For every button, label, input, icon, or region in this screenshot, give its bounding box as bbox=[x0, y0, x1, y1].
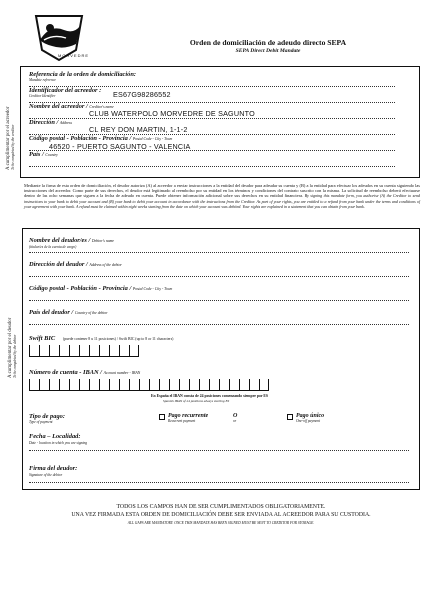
iban-cell[interactable] bbox=[129, 379, 139, 391]
creditor-name-label: Nombre del acreedor / Creditor's name bbox=[29, 103, 114, 110]
debtor-name-sublabel: (titular/es de la cuenta de cargo) bbox=[29, 245, 77, 249]
creditor-postal-label: Código postal - Población - Provincia / Postal Code - City - Town bbox=[29, 135, 173, 142]
swift-cell[interactable] bbox=[39, 345, 49, 357]
iban-label: Número de cuenta - IBAN / Account number - IBAN bbox=[29, 369, 141, 376]
side-label-debtor: A cumplimentar por el deudor To be completed by the debtor bbox=[8, 317, 17, 378]
creditor-country-field[interactable] bbox=[29, 151, 395, 167]
iban-cell[interactable] bbox=[29, 379, 39, 391]
iban-cell[interactable] bbox=[249, 379, 259, 391]
creditor-id-field[interactable] bbox=[29, 87, 395, 103]
debtor-name-label: Nombre del deudor/es / Debtor's name bbox=[29, 237, 115, 244]
debtor-signature-field[interactable] bbox=[29, 463, 409, 483]
creditor-id-label: Identificador del acreedor : bbox=[29, 87, 102, 94]
legal-text-en: By signing this mandate form, you authorise (A) the Creditor to send instructions to your bank to debit your account and (B) your bank to debit your account in accordance with the instructions from the Creditor. As part of your rights, you are entitled to a refund from your bank under the terms and conditions of your agreement with your bank. A refund must be claimed within eight weeks starting from the date on which your account was debited. Your rights are explained in a statement that you can obtain from your bank. bbox=[24, 193, 420, 209]
side-label-creditor: A cumplimentar por el acreedor To be completed by the creditor bbox=[6, 106, 15, 170]
date-location-label: Fecha – Localidad: bbox=[29, 433, 81, 440]
iban-cell[interactable] bbox=[149, 379, 159, 391]
iban-cell[interactable] bbox=[59, 379, 69, 391]
mandate-reference-field[interactable] bbox=[29, 71, 395, 87]
iban-cell[interactable] bbox=[209, 379, 219, 391]
iban-note-en: Spanish IBAN of 24 positions always starting ES bbox=[163, 399, 230, 403]
debtor-address-field[interactable] bbox=[29, 257, 409, 277]
mandate-reference-sublabel: Mandate reference bbox=[29, 78, 56, 82]
debtor-section bbox=[22, 228, 420, 490]
debtor-name-field[interactable] bbox=[29, 233, 409, 253]
debtor-signature-label: Firma del deudor: bbox=[29, 465, 78, 472]
recurrent-checkbox[interactable] bbox=[159, 414, 165, 420]
creditor-name-field[interactable] bbox=[29, 103, 395, 119]
footer-mandatory-note: TODOS LOS CAMPOS HAN DE SER CUMPLIMENTADOS OBLIGATORIAMENTE. bbox=[116, 504, 326, 510]
swift-cell[interactable] bbox=[99, 345, 109, 357]
recurrent-payment-option[interactable]: Pago recurrente Recurrent payment bbox=[159, 413, 208, 423]
payment-type-sublabel: Type of payment bbox=[29, 420, 53, 424]
debtor-country-field[interactable] bbox=[29, 305, 409, 325]
page-subtitle: SEPA Direct Debit Mandate bbox=[235, 48, 301, 54]
debtor-signature-sublabel: Signature of the debtor bbox=[29, 473, 63, 477]
iban-cell[interactable] bbox=[159, 379, 169, 391]
legal-text bbox=[24, 183, 420, 209]
iban-cell[interactable] bbox=[79, 379, 89, 391]
iban-cell[interactable] bbox=[39, 379, 49, 391]
iban-cell[interactable] bbox=[199, 379, 209, 391]
footer-storage-note: UNA VEZ FIRMADA ESTA ORDEN DE DOMICILIACIÓN DEBE SER ENVIADA AL ACREEDOR PARA SU CUSTODIA. bbox=[71, 512, 371, 518]
iban-cell[interactable] bbox=[139, 379, 149, 391]
creditor-postal-field[interactable] bbox=[29, 135, 395, 151]
oneoff-checkbox[interactable] bbox=[287, 414, 293, 420]
page-title: Orden de domiciliación de adeudo directo SEPA bbox=[189, 38, 347, 47]
logo-text: MORVEDRE bbox=[58, 53, 90, 58]
swift-cell[interactable] bbox=[109, 345, 119, 357]
iban-cell[interactable] bbox=[119, 379, 129, 391]
creditor-address-label: Dirección / Address bbox=[29, 119, 72, 126]
iban-cell[interactable] bbox=[179, 379, 189, 391]
debtor-postal-field[interactable] bbox=[29, 281, 409, 301]
swift-cell[interactable] bbox=[89, 345, 99, 357]
creditor-postal-value: 46520 - PUERTO SAGUNTO - VALENCIA bbox=[49, 142, 191, 151]
or-separator: O or bbox=[233, 413, 238, 423]
creditor-id-value: ES67G98286552 bbox=[113, 90, 171, 99]
debtor-address-label: Dirección del deudor / Address of the debtor bbox=[29, 261, 122, 268]
mandate-reference-label: Referencia de la orden de domiciliación: bbox=[29, 71, 137, 78]
swift-bic-cells[interactable] bbox=[29, 345, 139, 357]
iban-cell[interactable] bbox=[229, 379, 239, 391]
iban-cell[interactable] bbox=[259, 379, 269, 391]
swift-cell[interactable] bbox=[119, 345, 129, 357]
swift-cell[interactable] bbox=[69, 345, 79, 357]
creditor-id-sublabel: Creditor Identifier bbox=[29, 94, 56, 98]
iban-note: En España el IBAN consta de 24 posiciones comenzando siempre por ES bbox=[151, 394, 269, 398]
swift-bic-note: (puede contener 8 u 11 posiciones) / Swift BIC (up to 8 or 11 characters) bbox=[63, 337, 174, 341]
swift-cell[interactable] bbox=[129, 345, 139, 357]
oneoff-payment-option[interactable]: Pago único One-off payment bbox=[287, 413, 324, 423]
iban-cell[interactable] bbox=[109, 379, 119, 391]
debtor-country-label: País del deudor / Country of the debtor bbox=[29, 309, 108, 316]
swift-cell[interactable] bbox=[59, 345, 69, 357]
iban-cell[interactable] bbox=[99, 379, 109, 391]
iban-cell[interactable] bbox=[239, 379, 249, 391]
swift-cell[interactable] bbox=[49, 345, 59, 357]
swift-cell[interactable] bbox=[79, 345, 89, 357]
debtor-postal-label: Código postal - Población - Provincia / Postal Code - City - Town bbox=[29, 285, 173, 292]
date-location-sublabel: Date - location in which you are signing bbox=[29, 441, 88, 445]
iban-cell[interactable] bbox=[69, 379, 79, 391]
swift-bic-label: Swift BIC bbox=[29, 335, 56, 342]
iban-cell[interactable] bbox=[49, 379, 59, 391]
date-location-field[interactable] bbox=[29, 431, 409, 451]
iban-cell[interactable] bbox=[189, 379, 199, 391]
creditor-address-value: CL REY DON MARTIN, 1-1-2 bbox=[89, 125, 188, 134]
creditor-country-label: País / Country bbox=[29, 151, 58, 158]
payment-type-label: Tipo de pago: bbox=[29, 413, 65, 420]
iban-cell[interactable] bbox=[89, 379, 99, 391]
iban-cell[interactable] bbox=[219, 379, 229, 391]
creditor-address-field[interactable] bbox=[29, 119, 395, 135]
swift-cell[interactable] bbox=[29, 345, 39, 357]
creditor-name-value: CLUB WATERPOLO MORVEDRE DE SAGUNTO bbox=[89, 109, 255, 118]
creditor-section bbox=[20, 66, 420, 178]
iban-cells[interactable] bbox=[29, 379, 269, 391]
iban-cell[interactable] bbox=[169, 379, 179, 391]
footer-english-note: ALL GAPS ARE MANDATORY. ONCE THIS MANDATE HAS BEEN SIGNED MUST BE SENT TO CREDITOR FOR STORAGE. bbox=[127, 521, 315, 525]
legal-text-es: Mediante la firma de esta orden de domiciliación, el deudor autoriza (A) al acreedor a enviar instrucciones a la entidad del deudor para adeudar su cuenta y (B) a la entidad para efectuar los adeudos en su cuenta siguiendo las instrucciones del acreedor. Como parte de sus derechos, el deudor está legitimado al reembolso por su entidad en los términos y condiciones del contrato suscrito con la misma. La solicitud de reembolso deberá efectuarse dentro de las ocho semanas que siguen a la fecha de adeudo en cuenta. Puede obtener información adicional sobre sus derechos en su entidad financiera. bbox=[24, 183, 420, 199]
